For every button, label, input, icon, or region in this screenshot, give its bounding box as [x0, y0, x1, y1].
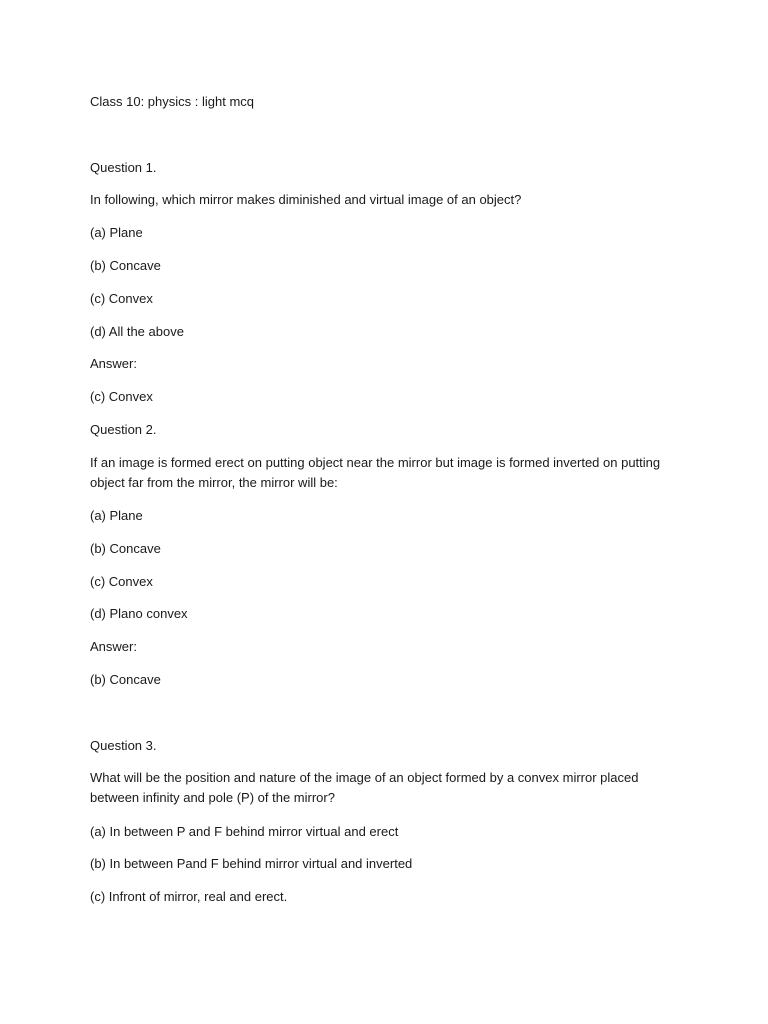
question-3-option-c: (c) Infront of mirror, real and erect. — [90, 889, 288, 904]
question-3-text: What will be the position and nature of the image of an object formed by a convex mirror placed between infinity and pole (P) of the mirror? — [90, 770, 639, 805]
question-1-option-d: (d) All the above — [90, 324, 184, 339]
question-1-text: In following, which mirror makes diminished and virtual image of an object? — [90, 192, 522, 207]
question-2-option-d: (d) Plano convex — [90, 606, 188, 621]
question-1-heading: Question 1. — [90, 160, 157, 175]
question-1-option-a: (a) Plane — [90, 225, 143, 240]
question-2-option-a: (a) Plane — [90, 508, 143, 523]
question-3-option-a: (a) In between P and F behind mirror virtual and erect — [90, 824, 399, 839]
question-2-answer: (b) Concave — [90, 672, 161, 687]
question-2-text: If an image is formed erect on putting object near the mirror but image is formed inverted on putting object far from the mirror, the mirror will be: — [90, 455, 661, 490]
question-3-heading: Question 3. — [90, 738, 157, 753]
question-2-option-b: (b) Concave — [90, 541, 161, 556]
question-3-option-b: (b) In between Pand F behind mirror virtual and inverted — [90, 856, 413, 871]
question-1-option-b: (b) Concave — [90, 258, 161, 273]
question-2-option-c: (c) Convex — [90, 574, 153, 589]
question-1-answer-label: Answer: — [90, 356, 137, 371]
question-2-answer-label: Answer: — [90, 639, 137, 654]
document-title: Class 10: physics : light mcq — [90, 94, 255, 109]
question-2-heading: Question 2. — [90, 422, 157, 437]
question-1-answer: (c) Convex — [90, 389, 153, 404]
question-1-option-c: (c) Convex — [90, 291, 153, 306]
